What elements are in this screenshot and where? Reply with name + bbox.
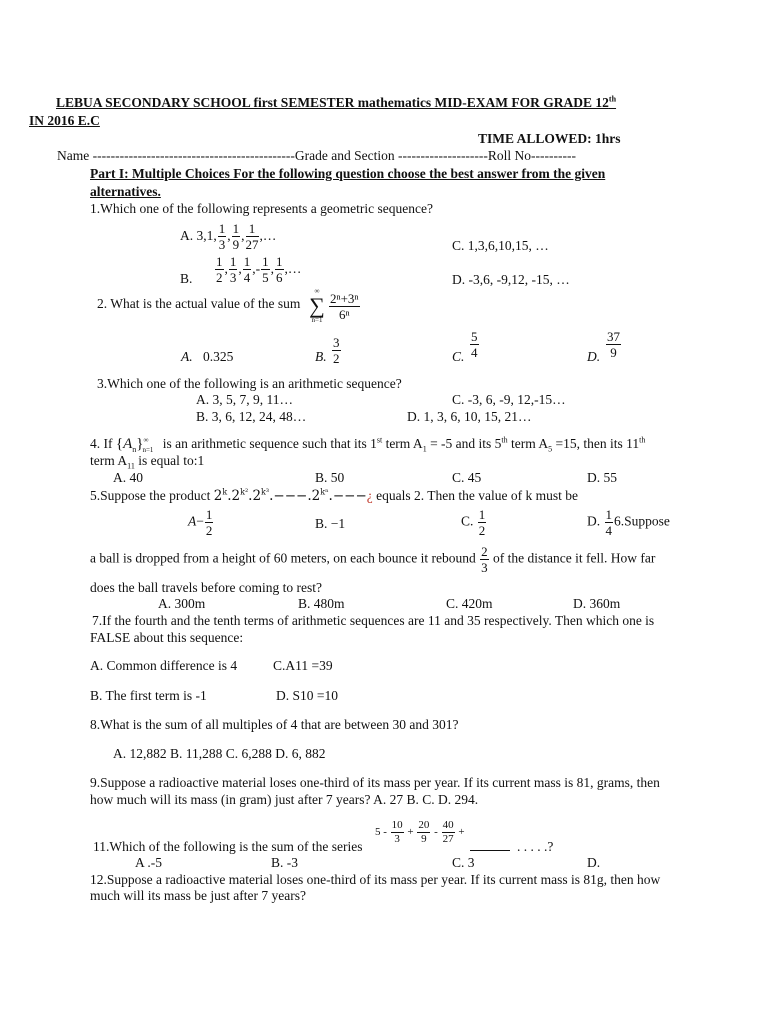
q2-option-b: $\frac{3}{2}$: [333, 335, 340, 366]
q8-options: A. 12,882 B. 11,288 C. 6,288 D. 6, 882: [113, 746, 326, 761]
q4-stem-line2: term $A_{11}$ is equal to:1: [90, 453, 205, 471]
time-allowed: TIME ALLOWED: 1hrs: [478, 131, 621, 146]
q5-stem: 5.Suppose the product $2^k.2^{k^2}.2^{k^3}.---.2^{k^n}.---¿$ equals 2. Then the value of k must be: [90, 487, 578, 504]
q6-stem-line2: does the ball travels before coming to rest?: [90, 580, 323, 595]
q2-option-c: $\frac{5}{4}$: [471, 329, 478, 360]
part1-heading: Part I: Multiple Choices For the following question choose the best answer from the given: [90, 166, 606, 181]
q7-stem-line2: FALSE about this sequence:: [90, 630, 244, 645]
q11-stem: 11.Which of the following is the sum of the series: [93, 839, 363, 854]
q1-option-a: A. 3,1, $\frac{1}{3}$ , $\frac{1}{9}$ , $\frac{1}{27}$ ,…: [180, 221, 277, 253]
q11-answer-blank: [470, 836, 510, 851]
q1-option-b: $\frac{1}{2}$ , $\frac{1}{3}$ , $\frac{1}{4}$ ,- $\frac{1}{5}$ , $\frac{1}{6}$ ,…: [216, 254, 302, 286]
q4-option-d: D. 55: [587, 470, 617, 485]
q2-option-a-label: A.: [181, 349, 193, 364]
part1-heading-line2: alternatives.: [90, 184, 161, 199]
q7-option-b: B. The first term is -1: [90, 688, 207, 703]
q2-option-a: 0.325: [203, 349, 234, 364]
exam-title: LEBUA SECONDARY SCHOOL first SEMESTER mathematics MID-EXAM FOR GRADE 12th: [56, 94, 617, 110]
q3-option-b: B. 3, 6, 12, 24, 48…: [196, 409, 307, 424]
q9-stem: 9.Suppose a radioactive material loses one-third of its mass per year. If its current mass is 81, grams, then: [90, 775, 660, 790]
exam-title-year: IN 2016 E.C: [29, 113, 100, 128]
q11-option-b: B. -3: [271, 855, 298, 870]
q12-stem: 12.Suppose a radioactive material loses one-third of its mass per year. If its current mass is 81g, then how: [90, 872, 661, 887]
q1-option-b-label: B.: [180, 271, 193, 286]
q7-option-d: D. S10 =10: [276, 688, 338, 703]
q1-option-d: D. -3,6, -9,12, -15, …: [452, 272, 570, 287]
q4-option-c: C. 45: [452, 470, 482, 485]
q4-option-a: A. 40: [113, 470, 143, 485]
q6-option-a: A. 300m: [158, 596, 206, 611]
q5-option-b: B. −1: [315, 516, 346, 531]
q3-option-a: A. 3, 5, 7, 9, 11…: [196, 392, 293, 407]
q2-option-c-label: C.: [452, 349, 465, 364]
q11-option-a: A .-5: [135, 855, 162, 870]
q2-stem: 2. What is the actual value of the sum: [97, 296, 301, 311]
q1-option-c: C. 1,3,6,10,15, …: [452, 238, 549, 253]
name-grade-roll-line: Name ---------------------------------------------Grade and Section --------------------Roll No----------: [57, 148, 576, 163]
q11-series: 5 - $\frac{10}{3}$ + $\frac{20}{9}$ - $\frac{40}{27}$ +: [375, 819, 465, 845]
q12-stem-line2: much will its mass be just after 7 years?: [90, 888, 306, 903]
q5-option-d: D. $\frac{1}{4}$ 6.Suppose: [587, 507, 670, 538]
q6-option-b: B. 480m: [298, 596, 345, 611]
q6-option-d: D. 360m: [573, 596, 621, 611]
q3-stem: 3.Which one of the following is an arithmetic sequence?: [97, 376, 402, 391]
q5-option-a: A− $\frac{1}{2}$: [188, 507, 213, 538]
q2-option-d-label: D.: [587, 349, 601, 364]
q7-stem: 7.If the fourth and the tenth terms of arithmetic sequences are 11 and 35 respectively. Then which one is: [92, 613, 655, 628]
q1-stem: 1.Which one of the following represents a geometric sequence?: [90, 201, 433, 216]
q2-option-d: $\frac{37}{9}$: [607, 329, 620, 360]
q11-option-c: C. 3: [452, 855, 475, 870]
q3-option-c: C. -3, 6, -9, 12,-15…: [452, 392, 566, 407]
q5-option-c: C. $\frac{1}{2}$: [461, 507, 486, 538]
q6-stem: a ball is dropped from a height of 60 meters, on each bounce it rebound $\frac{2}{3}$ of the distance it fell. How far: [90, 544, 656, 575]
q11-option-d: D.: [587, 855, 601, 870]
q7-option-a: A. Common difference is 4: [90, 658, 238, 673]
q11-ellipsis: . . . . .?: [517, 839, 554, 854]
q3-option-d: D. 1, 3, 6, 10, 15, 21…: [407, 409, 532, 424]
q4-option-b: B. 50: [315, 470, 345, 485]
q9-stem-line2: how much will its mass (in gram) just after 7 years? A. 27 B. C. D. 294.: [90, 792, 479, 807]
q4-stem: 4. If $\{A_n\}^\infty_{n=1}$ is an arithmetic sequence such that its 1st term $A_1 = -5$ and its 5th term $A_5 =15$, then its 11th: [90, 435, 646, 454]
q2-sigma: ∞ ∑ n=1: [309, 287, 325, 324]
q6-option-c: C. 420m: [446, 596, 493, 611]
q7-option-c: C.A11 =39: [273, 658, 333, 673]
q8-stem: 8.What is the sum of all multiples of 4 that are between 30 and 301?: [90, 717, 459, 732]
q2-option-b-label: B.: [315, 349, 327, 364]
q2-summand: $\frac{\text{2ⁿ+3ⁿ}}{\text{6ⁿ}}$: [330, 291, 359, 322]
